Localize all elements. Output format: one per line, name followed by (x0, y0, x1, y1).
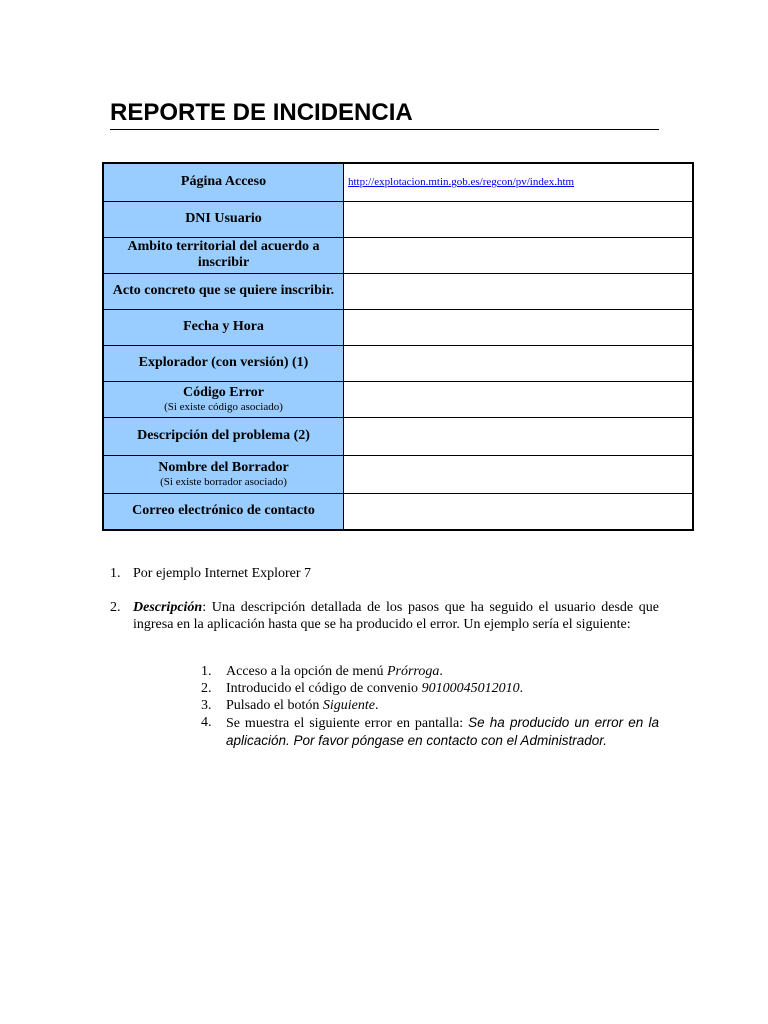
pagina-acceso-value (344, 163, 694, 201)
list-item (201, 680, 659, 697)
dni-usuario-value (344, 201, 694, 237)
acto-concreto-value (344, 273, 694, 309)
list-item (201, 697, 659, 714)
codigo-error-value (344, 381, 694, 417)
ambito-territorial-value (344, 237, 694, 273)
footnote-number: 2. (110, 600, 121, 615)
footnote-text: Por ejemplo Internet Explorer 7 (133, 566, 312, 581)
step-text: Pulsado el botón Siguiente. (226, 698, 379, 713)
row-label-acto-concreto: Acto concreto que se quiere inscribir. (103, 273, 344, 309)
page-title: REPORTE DE INCIDENCIA (110, 98, 659, 130)
footnote-1 (110, 565, 659, 582)
footnote-2 (110, 599, 659, 633)
descripcion-problema-value (344, 417, 694, 455)
step-text: Se muestra el siguiente error en pantalla: Se ha producido un error en la aplicación. Por favor póngase en contacto con el Administrador. (226, 715, 659, 748)
table-row (103, 309, 693, 345)
row-label-ambito-territorial: Ambito territorial del acuerdo a inscribir (103, 237, 344, 273)
nombre-borrador-note: (Si existe borrador asociado) (160, 475, 287, 488)
row-label-dni-usuario: DNI Usuario (103, 201, 344, 237)
footnote-text: Descripción: Una descripción detallada de los pasos que ha seguido el usuario desde que ingresa en la aplicación hasta que se ha producido el error. Un ejemplo sería el siguiente: (133, 600, 659, 632)
footnotes (110, 565, 659, 650)
table-row (103, 201, 693, 237)
table-row (103, 455, 693, 493)
row-label-explorador: Explorador (con versión) (1) (103, 345, 344, 381)
step-number: 3. (201, 698, 212, 713)
table-row (103, 345, 693, 381)
incident-report-table (102, 162, 694, 531)
footnote-number: 1. (110, 566, 121, 581)
table-row (103, 493, 693, 530)
table-row (103, 273, 693, 309)
step-number: 4. (201, 715, 212, 730)
row-label-pagina-acceso: Página Acceso (103, 163, 344, 201)
step-number: 1. (201, 664, 212, 679)
fecha-hora-value (344, 309, 694, 345)
table-row (103, 417, 693, 455)
table-row (103, 237, 693, 273)
row-label-nombre-borrador: Nombre del Borrador (Si existe borrador asociado) (103, 455, 344, 493)
error-message: Se ha producido un error en la aplicación. Por favor póngase en contacto con el Administrador (226, 715, 659, 748)
row-label-correo-contacto: Correo electrónico de contacto (103, 493, 344, 530)
nombre-borrador-value (344, 455, 694, 493)
table-row (103, 163, 693, 201)
step-text: Acceso a la opción de menú Prórroga. (226, 664, 443, 679)
step-text: Introducido el código de convenio 90100045012010. (226, 681, 524, 696)
row-label-fecha-hora: Fecha y Hora (103, 309, 344, 345)
row-label-descripcion-problema: Descripción del problema (2) (103, 417, 344, 455)
access-page-link[interactable]: http://explotacion.mtin.gob.es/regcon/pv/index.htm (348, 176, 575, 189)
row-label-codigo-error: Código Error (Si existe código asociado) (103, 381, 344, 417)
explorador-value (344, 345, 694, 381)
list-item (201, 663, 659, 680)
table-row (103, 381, 693, 417)
example-steps-list (201, 663, 659, 750)
descripcion-label: Descripción (133, 600, 203, 615)
codigo-error-note: (Si existe código asociado) (164, 400, 283, 413)
list-item (201, 714, 659, 750)
step-number: 2. (201, 681, 212, 696)
correo-contacto-value (344, 493, 694, 530)
